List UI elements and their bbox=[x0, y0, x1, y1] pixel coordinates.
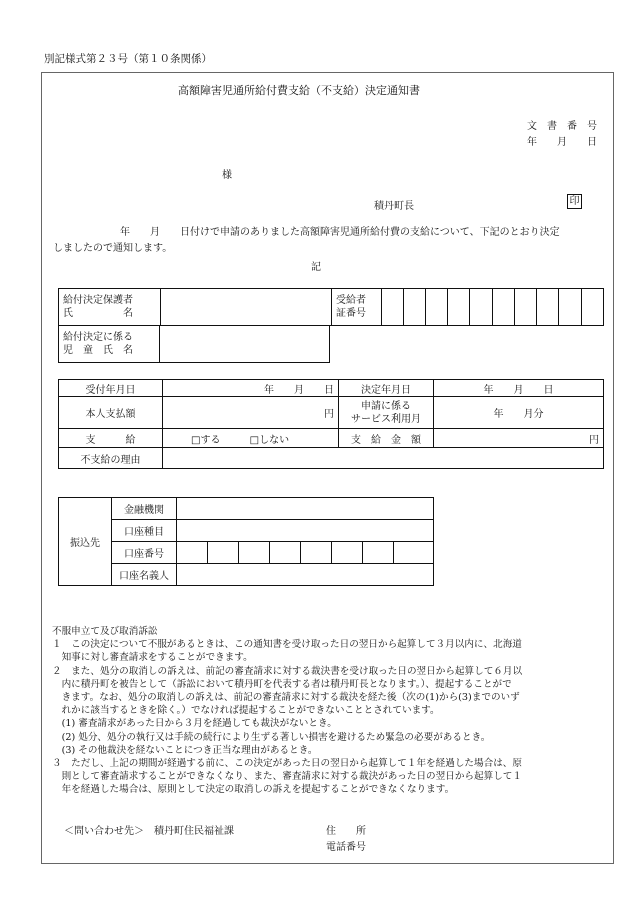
document-number-label: 文 書 番 号 bbox=[527, 121, 597, 132]
document-title: 高額障害児通所給付費支給（不支給）決定通知書 bbox=[178, 84, 420, 97]
account-digit[interactable] bbox=[270, 542, 301, 564]
account-digit[interactable] bbox=[301, 542, 332, 564]
decision-table bbox=[58, 379, 604, 469]
note-line: ２ また、処分の取消しの訴えは、前記の審査請求に対する裁決書を受け取った日の翌日から起算して６月以 bbox=[52, 665, 523, 677]
certificate-digit[interactable] bbox=[403, 289, 425, 326]
certificate-digit[interactable] bbox=[448, 289, 470, 326]
note-line: １ この決定について不服があるときは、この通知書を受け取った日の翌日から起算して３月以内に、北海道 bbox=[52, 639, 522, 651]
account-digit[interactable] bbox=[177, 542, 208, 564]
account-type-label: 口座種目 bbox=[112, 520, 177, 542]
recipient-table bbox=[58, 288, 604, 326]
account-holder-field[interactable] bbox=[177, 564, 434, 586]
appeal-notes bbox=[52, 625, 607, 797]
non-payment-reason-field[interactable] bbox=[163, 448, 604, 469]
pay-no-checkbox[interactable]: □しない bbox=[249, 434, 290, 446]
service-month-value[interactable]: 年 月分 bbox=[434, 397, 604, 429]
note-line: 則として審査請求することができなくなり、また、審査請求に対する裁決があった日の翌日から起算して１ bbox=[52, 771, 522, 783]
child-name-field[interactable] bbox=[160, 326, 330, 363]
child-label: 給付決定に係る 児 童 氏 名 bbox=[59, 326, 160, 363]
paid-amount-label: 本人支払額 bbox=[59, 397, 163, 429]
payment-label: 支 給 bbox=[59, 429, 163, 448]
account-holder-label: 口座名義人 bbox=[112, 564, 177, 586]
account-number-label: 口座番号 bbox=[112, 542, 177, 564]
certificate-digit[interactable] bbox=[470, 289, 492, 326]
certificate-digit[interactable] bbox=[581, 289, 603, 326]
account-digit[interactable] bbox=[363, 542, 394, 564]
received-date-value[interactable]: 年 月 日 bbox=[163, 380, 339, 397]
certificate-digit[interactable] bbox=[492, 289, 514, 326]
pay-yes-checkbox[interactable]: □する bbox=[191, 434, 221, 446]
note-line: きます。なお、処分の取消しの訴えは、前記の審査請求に対する裁決を経た後（次の(1)から(3)までのいず bbox=[52, 692, 520, 704]
payment-amount-value[interactable]: 円 bbox=[434, 429, 604, 448]
account-digit[interactable] bbox=[208, 542, 239, 564]
certificate-digit[interactable] bbox=[514, 289, 536, 326]
note-line: (3) その他裁決を経ないことにつき正当な理由があるとき。 bbox=[52, 744, 318, 756]
certificate-digit[interactable] bbox=[425, 289, 447, 326]
received-date-label: 受付年月日 bbox=[59, 380, 163, 397]
service-month-label: 申請に係る サービス利用月 bbox=[339, 397, 434, 429]
ki-heading: 記 bbox=[311, 262, 321, 273]
bank-table bbox=[58, 497, 434, 586]
note-line: 知事に対し審査請求をすることができます。 bbox=[52, 652, 253, 664]
contact-phone-label: 電話番号 bbox=[326, 842, 366, 853]
non-payment-reason-label: 不支給の理由 bbox=[59, 448, 163, 469]
decision-date-value[interactable]: 年 月 日 bbox=[434, 380, 604, 397]
guardian-name-field[interactable] bbox=[161, 289, 332, 326]
note-line: (2) 処分、処分の執行又は手続の続行により生ずる著しい損害を避けるため緊急の必要があるとき。 bbox=[52, 731, 491, 743]
certificate-digit[interactable] bbox=[381, 289, 403, 326]
intro-text-line2: しましたので通知します。 bbox=[53, 243, 173, 254]
contact-address-label: 住 所 bbox=[326, 826, 366, 837]
certificate-label: 受給者 証番号 bbox=[331, 289, 381, 326]
bank-name-label: 金融機関 bbox=[112, 498, 177, 520]
note-line: 内に積丹町を被告として（訴訟において積丹町を代表する者は積丹町長となります。）、提起することがで bbox=[52, 678, 512, 690]
certificate-digit[interactable] bbox=[559, 289, 581, 326]
certificate-digit[interactable] bbox=[537, 289, 559, 326]
note-line: れかに該当するときを除く。）でなければ提起することができないこととされています。 bbox=[52, 705, 440, 717]
contact-label: ＜問い合わせ先＞ 積丹町住民福祉課 bbox=[64, 826, 234, 837]
bank-name-field[interactable] bbox=[177, 498, 434, 520]
account-digit[interactable] bbox=[332, 542, 363, 564]
child-table bbox=[58, 325, 330, 363]
seal-mark: 印 bbox=[567, 194, 582, 209]
issuer-name: 積丹町長 bbox=[374, 201, 414, 212]
payment-amount-label: 支 給 金 額 bbox=[339, 429, 434, 448]
payment-options bbox=[163, 429, 339, 448]
note-line: 年を経過した場合は、原則として決定の取消しの訴えを提起することができなくなります。 bbox=[52, 784, 455, 796]
decision-date-label: 決定年月日 bbox=[339, 380, 434, 397]
guardian-label: 給付決定保護者 氏 名 bbox=[59, 289, 161, 326]
bank-header: 振込先 bbox=[59, 498, 112, 586]
account-digit[interactable] bbox=[394, 542, 434, 564]
issue-date: 年 月 日 bbox=[527, 137, 597, 148]
note-line: ３ ただし、上記の期間が経過する前に、この決定があった日の翌日から起算して１年を経過した場合は、原 bbox=[52, 758, 522, 770]
account-type-field[interactable] bbox=[177, 520, 434, 542]
notes-heading: 不服申立て及び取消訴訟 bbox=[52, 626, 158, 637]
note-line: (1) 審査請求があった日から３月を経過しても裁決がないとき。 bbox=[52, 718, 337, 730]
intro-text-line1: 年 月 日付けで申請のありました高額障害児通所給付費の支給について、下記のとおり決定 bbox=[120, 227, 560, 238]
paid-amount-value[interactable]: 円 bbox=[163, 397, 339, 429]
account-digit[interactable] bbox=[239, 542, 270, 564]
form-reference: 別記様式第２３号（第１０条関係） bbox=[44, 53, 212, 65]
addressee-suffix: 様 bbox=[222, 170, 232, 181]
